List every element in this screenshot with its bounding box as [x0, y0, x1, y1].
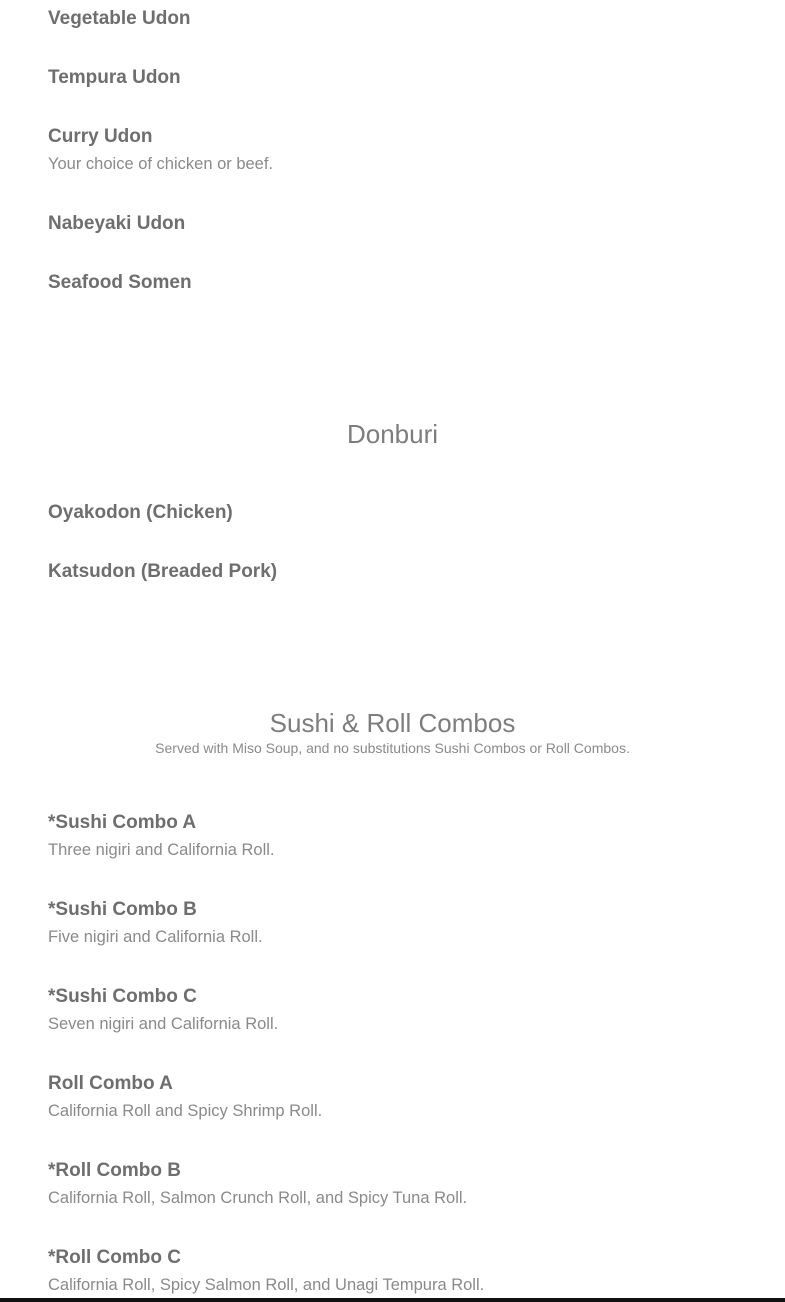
section-title-donburi: Donburi: [346, 419, 439, 449]
menu-item-name: *Roll Combo B: [48, 1160, 181, 1181]
menu-item-tempura-udon: [48, 67, 738, 89]
menu-item-curry-udon: [48, 126, 738, 174]
menu-item-description: Three nigiri and California Roll.: [48, 841, 275, 859]
menu-item-name: Roll Combo A: [48, 1073, 173, 1094]
menu-item-name: Nabeyaki Udon: [48, 213, 186, 234]
menu-item-roll-combo-a: [48, 1073, 738, 1121]
menu-item-sushi-combo-a: [48, 812, 738, 860]
menu-item-name: Katsudon (Breaded Pork): [48, 561, 278, 582]
bottom-divider: [0, 1298, 785, 1302]
menu-item-name: *Roll Combo C: [48, 1247, 181, 1268]
menu-item-description: California Roll, Salmon Crunch Roll, and Spicy Tuna Roll.: [48, 1189, 468, 1207]
menu-item-name: Seafood Somen: [48, 272, 192, 293]
menu-item-name: Curry Udon: [48, 126, 153, 147]
menu-item-description: Your choice of chicken or beef.: [48, 155, 274, 173]
menu-item-name: *Sushi Combo C: [48, 986, 197, 1007]
menu-item-sushi-combo-c: [48, 986, 738, 1034]
menu-item-description: Five nigiri and California Roll.: [48, 928, 263, 946]
menu-item-vegetable-udon: [48, 8, 738, 30]
menu-item-katsudon: [48, 561, 738, 583]
menu-item-name: *Sushi Combo B: [48, 899, 197, 920]
menu-item-seafood-somen: [48, 272, 738, 294]
section-subtitle-sushi-combos: Served with Miso Soup, and no substitutions Sushi Combos or Roll Combos.: [155, 740, 630, 756]
menu-item-name: Tempura Udon: [48, 67, 181, 88]
menu-item-sushi-combo-b: [48, 899, 738, 947]
section-title-sushi-combos: Sushi & Roll Combos: [269, 708, 516, 738]
menu-item-roll-combo-b: [48, 1160, 738, 1208]
menu-item-description: California Roll and Spicy Shrimp Roll.: [48, 1102, 323, 1120]
menu-item-roll-combo-c: [48, 1247, 738, 1295]
menu-item-name: Vegetable Udon: [48, 8, 191, 29]
menu-item-oyakodon: [48, 502, 738, 524]
menu-item-nabeyaki-udon: [48, 213, 738, 235]
menu-item-name: Oyakodon (Chicken): [48, 502, 233, 523]
menu-item-description: California Roll, Spicy Salmon Roll, and Unagi Tempura Roll.: [48, 1276, 485, 1294]
menu-item-name: *Sushi Combo A: [48, 812, 197, 833]
menu-item-description: Seven nigiri and California Roll.: [48, 1015, 279, 1033]
